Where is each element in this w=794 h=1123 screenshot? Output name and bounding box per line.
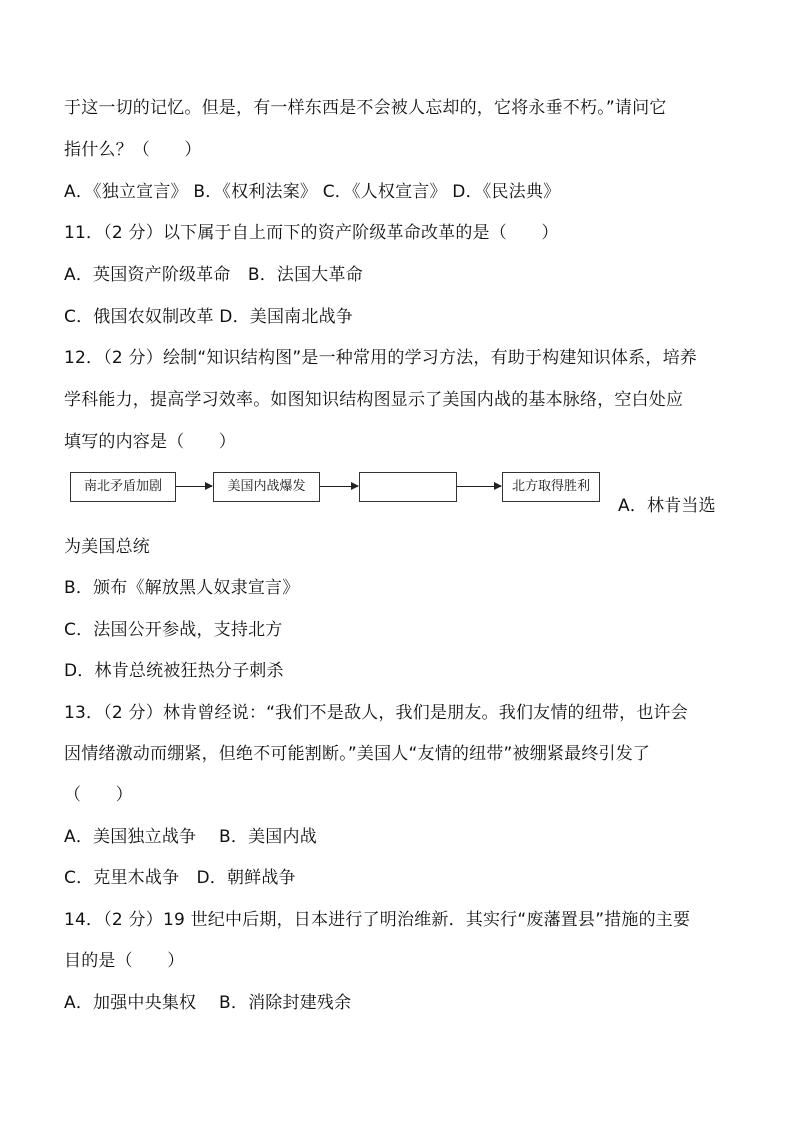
q13-stem: （ ） (64, 785, 133, 805)
arrow-icon (320, 486, 358, 487)
q12-stem: 学科能力，提高学习效率。如图知识结构图显示了美国内战的基本脉络，空白处应 (64, 390, 684, 410)
diagram-box-blank (359, 472, 457, 502)
arrow-icon (457, 486, 501, 487)
diagram-box-1: 南北矛盾加剧 (70, 472, 176, 502)
q12-stem: 填写的内容是（ ） (64, 432, 236, 452)
q14-options-ab: A．加强中央集权 B．消除封建残余 (64, 993, 352, 1013)
diagram-box-2: 美国内战爆发 (213, 472, 320, 502)
q12-option-b: B．颁布《解放黑人奴隶宣言》 (64, 578, 300, 598)
q13-options-cd: C．克里木战争 D．朝鲜战争 (64, 868, 296, 888)
q12-option-c: C．法国公开参战，支持北方 (64, 620, 283, 640)
knowledge-structure-diagram (70, 472, 630, 506)
q12-option-a: A．林肯当选 (618, 496, 716, 516)
q14-stem: 目的是（ ） (64, 951, 185, 971)
text-line: 于这一切的记忆。但是，有一样东西是不会被人忘却的，它将永垂不朽。”请问它 (64, 98, 667, 118)
q11-stem: 11．（2 分）以下属于自上而下的资产阶级革命改革的是（ ） (64, 223, 559, 243)
q12-option-a-cont: 为美国总统 (64, 537, 150, 557)
q12-option-d: D．林肯总统被狂热分子刺杀 (64, 661, 284, 681)
text-line: 指什么？（ ） (64, 140, 202, 160)
q10-options: A．《独立宣言》 B．《权利法案》 C．《人权宣言》 D．《民法典》 (64, 182, 561, 202)
q11-options-cd: C．俄国农奴制改革 D．美国南北战争 (64, 307, 353, 327)
arrow-icon (176, 486, 212, 487)
q13-stem: 13．（2 分）林肯曾经说：“我们不是敌人，我们是朋友。我们友情的纽带，也许会 (64, 703, 688, 723)
q13-options-ab: A．美国独立战争 B．美国内战 (64, 827, 317, 847)
diagram-box-4: 北方取得胜利 (502, 472, 600, 502)
q14-stem: 14．（2 分）19 世纪中后期，日本进行了明治维新．其实行“废藩置县”措施的主要 (64, 910, 691, 930)
q13-stem: 因情绪激动而绷紧，但绝不可能割断。”美国人“友情的纽带”被绷紧最终引发了 (64, 744, 651, 764)
q12-stem: 12．（2 分）绘制“知识结构图”是一种常用的学习方法，有助于构建知识体系，培养 (64, 348, 697, 368)
q11-options-ab: A．英国资产阶级革命 B．法国大革命 (64, 265, 363, 285)
